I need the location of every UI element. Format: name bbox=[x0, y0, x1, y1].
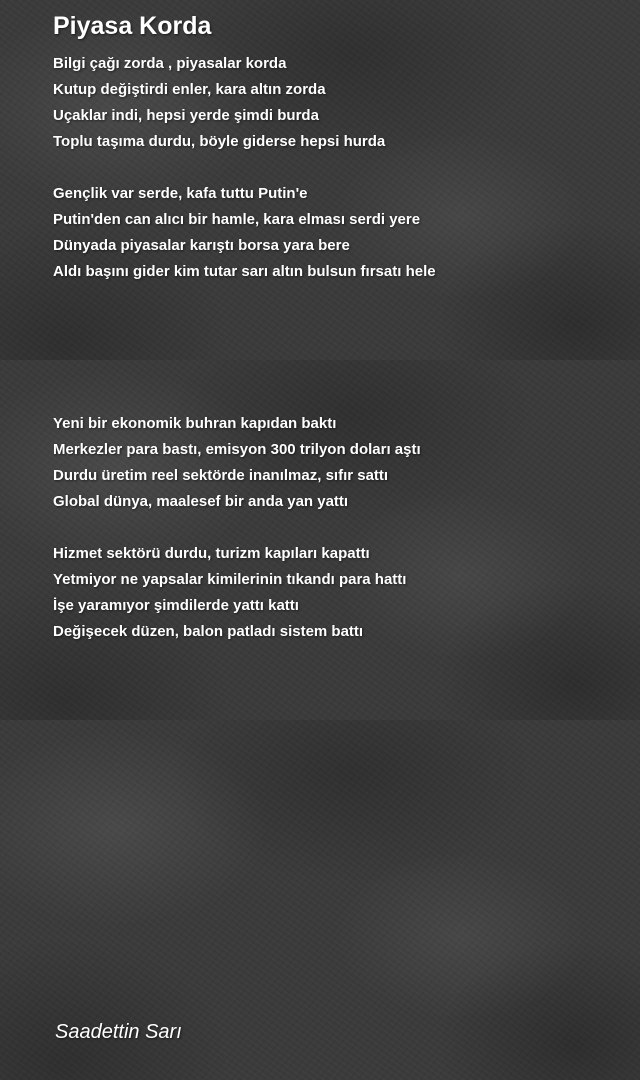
poem-line: Merkezler para bastı, emisyon 300 trilyon doları aştı bbox=[53, 441, 421, 458]
poem-title: Piyasa Korda bbox=[53, 12, 212, 40]
poem-line: Gençlik var serde, kafa tuttu Putin'e bbox=[53, 185, 308, 202]
poem-line: İşe yaramıyor şimdilerde yattı kattı bbox=[53, 597, 299, 614]
poem-line: Değişecek düzen, balon patladı sistem battı bbox=[53, 623, 364, 640]
poem-line: Aldı başını gider kim tutar sarı altın bulsun fırsatı hele bbox=[53, 263, 436, 280]
poem-line: Bilgi çağı zorda , piyasalar korda bbox=[53, 55, 287, 72]
poem-line: Yeni bir ekonomik buhran kapıdan baktı bbox=[53, 415, 337, 432]
stanza-2 bbox=[53, 181, 436, 285]
poem-line: Yetmiyor ne yapsalar kimilerinin tıkandı para hattı bbox=[53, 571, 407, 588]
poem-author: Saadettin Sarı bbox=[55, 1021, 182, 1043]
poem-line: Toplu taşıma durdu, böyle giderse hepsi hurda bbox=[53, 133, 386, 150]
poem-panel-2 bbox=[0, 360, 640, 720]
poem-line: Putin'den can alıcı bir hamle, kara elması serdi yere bbox=[53, 211, 421, 228]
poem-line: Uçaklar indi, hepsi yerde şimdi burda bbox=[53, 107, 319, 124]
poem-line: Dünyada piyasalar karıştı borsa yara bere bbox=[53, 237, 350, 254]
stanza-1 bbox=[53, 51, 385, 155]
poem-panel-1 bbox=[0, 0, 640, 360]
poem-line: Hizmet sektörü durdu, turizm kapıları kapattı bbox=[53, 545, 370, 562]
poem-panel-3 bbox=[0, 720, 640, 1080]
poem-line: Global dünya, maalesef bir anda yan yattı bbox=[53, 493, 349, 510]
poem-line: Durdu üretim reel sektörde inanılmaz, sıfır sattı bbox=[53, 467, 389, 484]
poem-line: Kutup değiştirdi enler, kara altın zorda bbox=[53, 81, 326, 98]
stanza-3 bbox=[53, 411, 421, 515]
stanza-4 bbox=[53, 541, 406, 645]
